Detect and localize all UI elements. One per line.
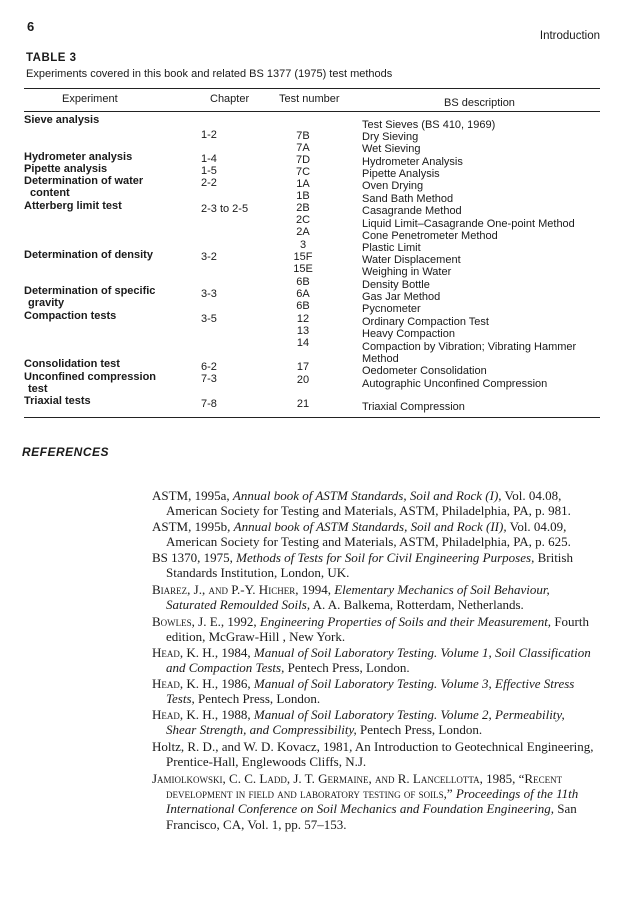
bs-description-cell: Density Bottle <box>362 279 430 291</box>
test-number-cell: 2C <box>295 214 311 226</box>
chapter-cell: 3-2 <box>201 251 217 263</box>
test-number-cell: 15E <box>293 263 313 275</box>
reference-title: Annual book of ASTM Standards, Soil and Rock (II), <box>233 519 507 534</box>
reference-entry <box>152 771 598 832</box>
reference-details: San Francisco, CA, Vol. 1, pp. 57–153. <box>166 801 577 832</box>
experiment-cell: Compaction tests <box>24 310 117 322</box>
bs-description-cell: Test Sieves (BS 410, 1969) <box>362 119 496 131</box>
bs-description-cell: Wet Sieving <box>362 143 421 155</box>
test-number-cell: 1A <box>296 178 310 190</box>
experiment-cell: Determination of density <box>24 249 153 261</box>
chapter-cell: 6-2 <box>201 361 217 373</box>
table-header-bs-description: BS description <box>444 97 515 109</box>
test-number-cell: 12 <box>296 313 310 325</box>
bs-description-cell: Compaction by Vibration; Vibrating Hammer <box>362 341 577 353</box>
reference-author: Bowles, J. E., 1992, <box>152 614 260 629</box>
references-heading: REFERENCES <box>22 445 110 459</box>
table-caption: Experiments covered in this book and related BS 1377 (1975) test methods <box>26 68 393 80</box>
reference-details: Fourth edition, McGraw-Hill , New York. <box>166 614 589 645</box>
bs-description-cell: Oedometer Consolidation <box>362 365 487 377</box>
bs-description-cell: Heavy Compaction <box>362 328 455 340</box>
reference-details: Pentech Press, London. <box>194 691 321 707</box>
test-number-cell: 7A <box>296 142 310 154</box>
experiment-cell: Pipette analysis <box>24 163 108 175</box>
test-number-cell: 15F <box>293 251 313 263</box>
reference-title: Manual of Soil Laboratory Testing. Volume 3, Effective Stress Tests, <box>166 676 575 707</box>
experiment-cell: Consolidation test <box>24 358 120 370</box>
bs-description-cell: Ordinary Compaction Test <box>362 316 489 328</box>
chapter-cell: 7-3 <box>201 373 217 385</box>
chapter-cell: 1-4 <box>201 153 217 165</box>
reference-entry <box>152 676 598 706</box>
experiment-cell: Unconfined compression <box>24 371 157 383</box>
experiment-cell: Hydrometer analysis <box>24 151 133 163</box>
bs-description-cell: Oven Drying <box>362 180 424 192</box>
experiment-cell: Sieve analysis <box>24 114 100 126</box>
reference-title: Manual of Soil Laboratory Testing. Volume 2, Permeability, Shear Strength, and Compressibility, <box>166 707 565 738</box>
test-number-cell: 21 <box>296 398 310 410</box>
test-number-cell: 7B <box>296 130 310 142</box>
bs-description-cell: Pipette Analysis <box>362 168 440 180</box>
experiment-cell: Atterberg limit test <box>24 200 122 212</box>
page-number: 6 <box>27 19 35 34</box>
reference-entry <box>152 707 598 737</box>
reference-author: ASTM, 1995a, <box>152 488 233 503</box>
test-number-cell: 2A <box>296 226 310 238</box>
experiment-cell: Triaxial tests <box>24 395 91 407</box>
reference-details: Pentech Press, London. <box>356 722 483 738</box>
reference-title: Engineering Properties of Soils and their Measurement, <box>259 614 552 629</box>
reference-entry <box>152 614 598 644</box>
chapter-cell: 1-2 <box>201 129 217 141</box>
reference-author: Holtz, R. D., and W. D. Kovacz, 1981, An Introduction to Geotechnical Engineering, Prentice-Hall, Englewoods Cliffs, N.J. <box>152 739 594 770</box>
test-number-cell: 6B <box>296 276 310 288</box>
table-label: TABLE 3 <box>26 52 77 64</box>
bs-description-cell: Sand Bath Method <box>362 193 454 205</box>
reference-title: Manual of Soil Laboratory Testing. Volume 1, Soil Classification and Compaction Tests, <box>166 645 591 676</box>
table-header-rule <box>24 111 600 112</box>
bs-description-cell: Dry Sieving <box>362 131 419 143</box>
table-header-experiment: Experiment <box>62 93 118 105</box>
table-header-test-number: Test number <box>279 93 340 105</box>
chapter-cell: 1-5 <box>201 165 217 177</box>
test-number-cell: 3 <box>299 239 307 251</box>
experiment-cell: Determination of water <box>24 175 144 187</box>
test-number-cell: 14 <box>296 337 310 349</box>
reference-details: British Standards Institution, London, UK. <box>166 550 573 581</box>
reference-entry <box>152 519 598 549</box>
chapter-cell: 7-8 <box>201 398 217 410</box>
chapter-cell: 2-3 to 2-5 <box>201 203 249 215</box>
reference-entry <box>152 645 598 675</box>
test-number-cell: 6A <box>296 288 310 300</box>
reference-title: Proceedings of the 11th International Conference on Soil Mechanics and Foundation Engineering, <box>166 786 579 817</box>
reference-entry <box>152 488 598 518</box>
reference-author: Head, K. H., 1984, <box>152 645 254 660</box>
experiment-cell: test <box>28 383 48 395</box>
bs-description-cell: Liquid Limit–Casagrande One-point Method <box>362 218 575 230</box>
reference-author: Head, K. H., 1988, <box>152 707 254 722</box>
test-number-cell: 7D <box>295 154 311 166</box>
reference-details: Vol. 04.09, American Society for Testing and Materials, ASTM, Philadelphia, PA, p. 625. <box>166 519 571 550</box>
reference-entry <box>152 582 598 612</box>
test-number-cell: 13 <box>296 325 310 337</box>
test-number-cell: 20 <box>296 374 310 386</box>
bs-description-cell: Triaxial Compression <box>362 401 465 413</box>
bs-description-cell: Weighing in Water <box>362 266 452 278</box>
bs-description-cell: Casagrande Method <box>362 205 462 217</box>
experiment-cell: content <box>30 187 70 199</box>
reference-title: Methods of Tests for Soil for Civil Engineering Purposes, <box>236 550 535 565</box>
bs-description-cell: Hydrometer Analysis <box>362 156 463 168</box>
chapter-cell: 2-2 <box>201 177 217 189</box>
experiment-cell: gravity <box>28 297 65 309</box>
bs-description-cell: Autographic Unconfined Compression <box>362 378 548 390</box>
reference-details: Pentech Press, London. <box>284 660 410 676</box>
bs-description-cell: Method <box>362 353 399 365</box>
running-head: Introduction <box>539 30 600 42</box>
reference-entry <box>152 550 598 580</box>
reference-details: A. A. Balkema, Rotterdam, Netherlands. <box>310 597 524 613</box>
test-number-cell: 7C <box>295 166 311 178</box>
reference-title: Elementary Mechanics of Soil Behaviour, Saturated Remoulded Soils, <box>166 582 550 613</box>
bs-description-cell: Pycnometer <box>362 303 421 315</box>
experiment-cell: Determination of specific <box>24 285 156 297</box>
test-number-cell: 17 <box>296 361 310 373</box>
reference-author: Head, K. H., 1986, <box>152 676 254 691</box>
test-number-cell: 6B <box>296 300 310 312</box>
reference-title: Annual book of ASTM Standards, Soil and Rock (I), <box>232 488 502 503</box>
table-bottom-rule <box>24 417 600 418</box>
table-header-chapter: Chapter <box>210 93 250 105</box>
reference-author: Jamiolkowski, C. C. Ladd, J. T. Germaine, and R. Lancellotta, 1985, “Recent development in field and laboratory testing of soils,” <box>152 771 563 802</box>
bs-description-cell: Water Displacement <box>362 254 461 266</box>
chapter-cell: 3-5 <box>201 313 217 325</box>
bs-description-cell: Cone Penetrometer Method <box>362 230 498 242</box>
test-number-cell: 1B <box>296 190 310 202</box>
reference-entry <box>152 739 598 769</box>
bs-description-cell: Gas Jar Method <box>362 291 441 303</box>
chapter-cell: 3-3 <box>201 288 217 300</box>
bs-description-cell: Plastic Limit <box>362 242 421 254</box>
reference-author: ASTM, 1995b, <box>152 519 234 534</box>
reference-details: Vol. 04.08, American Society for Testing and Materials, ASTM, Philadelphia, PA, p. 981. <box>166 488 571 519</box>
table-top-rule <box>24 88 600 89</box>
reference-author: BS 1370, 1975, <box>152 550 237 565</box>
test-number-cell: 2B <box>296 202 310 214</box>
reference-author: Biarez, J., and P.-Y. Hicher, 1994, <box>152 582 335 597</box>
